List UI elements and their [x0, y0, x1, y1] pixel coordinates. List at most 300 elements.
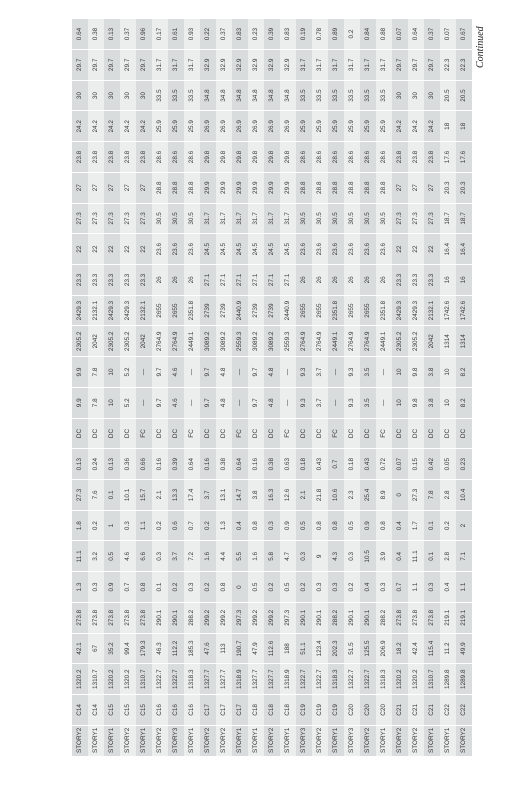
table-cell: 290.1	[168, 602, 184, 633]
table-cell: 0.07	[440, 19, 456, 50]
table-cell: 9.8	[408, 357, 424, 388]
table-cell: DC	[456, 418, 472, 449]
table-cell: 30	[120, 80, 136, 111]
table-cell: 11.1	[408, 541, 424, 572]
table-cell: 22	[104, 234, 120, 265]
table-cell: 0.3	[264, 510, 280, 541]
table-row	[88, 19, 104, 757]
table-cell: C17	[232, 695, 248, 726]
table-row	[280, 19, 296, 757]
table-cell: 1.1	[408, 572, 424, 603]
table-cell: 99.4	[120, 633, 136, 664]
table-cell: 1289.8	[440, 664, 456, 695]
table-cell: 33.5	[312, 80, 328, 111]
table-cell: C19	[296, 695, 312, 726]
table-cell: 2	[456, 510, 472, 541]
table-cell: 12.6	[280, 480, 296, 511]
table-cell: 10.6	[328, 480, 344, 511]
table-cell: C22	[440, 695, 456, 726]
table-cell: —	[232, 357, 248, 388]
table-cell: 23.3	[88, 265, 104, 296]
table-cell: 27.3	[120, 203, 136, 234]
table-cell: 23.6	[328, 234, 344, 265]
table-cell: 17.6	[440, 142, 456, 173]
table-cell: 9.7	[200, 387, 216, 418]
table-cell: 3089.2	[248, 326, 264, 357]
table-cell: 2429.3	[120, 295, 136, 326]
table-cell: FC	[136, 418, 152, 449]
table-cell: 9.9	[72, 357, 88, 388]
table-cell: 30.5	[312, 203, 328, 234]
table-cell: 24.2	[392, 111, 408, 142]
table-cell: 30.5	[296, 203, 312, 234]
table-cell: 7.6	[88, 480, 104, 511]
table-row	[408, 19, 424, 757]
table-cell: 18.2	[392, 633, 408, 664]
table-cell: 30	[136, 80, 152, 111]
table-cell: 297.3	[280, 602, 296, 633]
table-cell: 4.3	[328, 541, 344, 572]
table-cell: C18	[248, 695, 264, 726]
table-cell: 17.4	[184, 480, 200, 511]
table-cell: 32.9	[216, 49, 232, 80]
table-cell: STORY2	[200, 725, 216, 756]
table-cell: 30	[408, 80, 424, 111]
table-cell: 1310.7	[136, 664, 152, 695]
table-cell: 112.2	[168, 633, 184, 664]
table-cell: 0.4	[440, 572, 456, 603]
table-cell: 23.8	[392, 142, 408, 173]
table-cell: 9.3	[296, 357, 312, 388]
table-cell: STORY1	[104, 725, 120, 756]
table-cell: 27	[424, 172, 440, 203]
table-cell: 0.3	[424, 572, 440, 603]
table-cell: —	[184, 387, 200, 418]
table-cell: 32.9	[248, 49, 264, 80]
table-cell: 2305.2	[408, 326, 424, 357]
table-cell: 1.3	[216, 510, 232, 541]
table-cell: 25.9	[360, 111, 376, 142]
table-cell: 1320.2	[392, 664, 408, 695]
table-cell: —	[280, 357, 296, 388]
table-cell: 34.8	[216, 80, 232, 111]
table-cell: 0.16	[248, 449, 264, 480]
table-cell: 28.8	[312, 172, 328, 203]
table-cell: 27.1	[200, 265, 216, 296]
table-cell: 0.64	[72, 19, 88, 50]
table-cell: 299.2	[216, 602, 232, 633]
table-cell: 2429.3	[104, 295, 120, 326]
table-cell: 34.8	[248, 80, 264, 111]
table-cell: FC	[232, 418, 248, 449]
table-cell: 23.3	[72, 265, 88, 296]
table-cell: 23.6	[152, 234, 168, 265]
table-cell: 0.42	[424, 449, 440, 480]
table-cell: 219.1	[456, 602, 472, 633]
table-cell: 3.8	[424, 357, 440, 388]
table-row	[392, 19, 408, 757]
table-cell: 30.5	[168, 203, 184, 234]
table-cell: 42.1	[72, 633, 88, 664]
table-cell: 4.8	[264, 387, 280, 418]
table-cell: 9.7	[248, 387, 264, 418]
table-cell: 23.8	[72, 142, 88, 173]
table-cell: 0.37	[424, 19, 440, 50]
table-cell: 28.6	[296, 142, 312, 173]
table-cell: 273.8	[424, 602, 440, 633]
table-cell: 1318.3	[328, 664, 344, 695]
table-cell: 0.3	[88, 572, 104, 603]
table-cell: 20.3	[456, 172, 472, 203]
table-cell: —	[136, 387, 152, 418]
table-cell: 29.7	[120, 49, 136, 80]
table-cell: 29.8	[216, 142, 232, 173]
table-cell: 1314	[456, 326, 472, 357]
table-cell: 1742.6	[456, 295, 472, 326]
table-cell: DC	[120, 418, 136, 449]
table-cell: STORY1	[328, 725, 344, 756]
continued-label: Continued	[475, 26, 486, 68]
table-cell: 24.5	[232, 234, 248, 265]
table-cell: 0.2	[296, 572, 312, 603]
table-row	[168, 19, 184, 757]
table-cell: STORY3	[296, 725, 312, 756]
table-cell: 4.8	[264, 357, 280, 388]
table-cell: 2429.3	[392, 295, 408, 326]
table-cell: C14	[88, 695, 104, 726]
table-cell: 2739	[264, 295, 280, 326]
table-cell: 9	[312, 541, 328, 572]
table-cell: 0.2	[168, 572, 184, 603]
table-cell: 0.1	[424, 510, 440, 541]
table-cell: 1322.7	[168, 664, 184, 695]
table-cell: 1318.3	[184, 664, 200, 695]
table-cell: 24.2	[424, 111, 440, 142]
table-cell: 23.8	[88, 142, 104, 173]
table-row	[456, 19, 472, 757]
table-cell: 1327.7	[264, 664, 280, 695]
table-cell: FC	[280, 418, 296, 449]
table-cell: 34.8	[232, 80, 248, 111]
table-cell: 0.2	[344, 19, 360, 50]
table-cell: STORY2	[152, 725, 168, 756]
table-cell: 23.6	[168, 234, 184, 265]
table-cell: 16.4	[440, 234, 456, 265]
table-cell: 0.3	[120, 510, 136, 541]
table-cell: 22	[392, 234, 408, 265]
table-cell: 26	[184, 265, 200, 296]
table-cell: C22	[456, 695, 472, 726]
table-cell: 0.23	[456, 449, 472, 480]
table-cell: 29.9	[264, 172, 280, 203]
table-row	[120, 19, 136, 757]
table-cell: DC	[88, 418, 104, 449]
table-cell: 0.8	[216, 572, 232, 603]
table-cell: STORY2	[312, 725, 328, 756]
table-cell: 1.6	[200, 541, 216, 572]
table-cell: 0.43	[360, 449, 376, 480]
table-cell: 27.1	[280, 265, 296, 296]
table-cell: C18	[264, 695, 280, 726]
table-cell: 0.83	[280, 19, 296, 50]
table-cell: 22.3	[440, 49, 456, 80]
table-cell: 0.5	[344, 510, 360, 541]
table-cell: 31.7	[168, 49, 184, 80]
table-cell: 17.6	[456, 142, 472, 173]
table-cell: 27	[392, 172, 408, 203]
table-cell: 2351.8	[328, 295, 344, 326]
table-cell: 9.7	[152, 387, 168, 418]
table-cell: 297.3	[232, 602, 248, 633]
table-cell: 0.3	[312, 572, 328, 603]
table-cell: 1327.7	[200, 664, 216, 695]
table-cell: 179.3	[136, 633, 152, 664]
table-cell: STORY1	[280, 725, 296, 756]
table-cell: 0.2	[152, 510, 168, 541]
table-row	[136, 19, 152, 757]
table-cell: 6.6	[136, 541, 152, 572]
table-cell: 18.7	[456, 203, 472, 234]
table-cell: 18	[440, 111, 456, 142]
table-cell: STORY1	[184, 725, 200, 756]
table-cell: 0.8	[328, 510, 344, 541]
table-cell: 2429.3	[408, 295, 424, 326]
table-row	[440, 19, 456, 757]
table-cell: 2655	[360, 295, 376, 326]
table-cell: STORY1	[136, 725, 152, 756]
table-row	[264, 19, 280, 757]
table-cell: 2440.9	[232, 295, 248, 326]
table-cell: —	[328, 357, 344, 388]
table-cell: 0.15	[408, 449, 424, 480]
table-cell: 27.1	[264, 265, 280, 296]
table-cell: 18.7	[440, 203, 456, 234]
table-cell: 0.64	[232, 449, 248, 480]
table-cell: 2305.2	[120, 326, 136, 357]
table-cell: 0.2	[200, 510, 216, 541]
table-cell: 290.1	[344, 602, 360, 633]
table-cell: STORY1	[376, 725, 392, 756]
table-cell: 2132.1	[88, 295, 104, 326]
table-cell: 1322.7	[312, 664, 328, 695]
table-cell: 30.5	[360, 203, 376, 234]
table-cell: 0.3	[376, 572, 392, 603]
table-cell: C17	[200, 695, 216, 726]
table-cell: STORY1	[440, 725, 456, 756]
table-cell: C16	[168, 695, 184, 726]
table-cell: 27.1	[248, 265, 264, 296]
table-cell: 22	[88, 234, 104, 265]
table-cell: 11.2	[440, 633, 456, 664]
table-cell: 30	[72, 80, 88, 111]
table-cell: C20	[344, 695, 360, 726]
table-cell: 28.8	[344, 172, 360, 203]
table-cell: C14	[72, 695, 88, 726]
table-cell: 0.7	[184, 510, 200, 541]
table-cell: 2739	[216, 295, 232, 326]
table-cell: 24.5	[248, 234, 264, 265]
table-cell: 7.8	[88, 357, 104, 388]
table-cell: 26	[344, 265, 360, 296]
table-cell: 28.8	[360, 172, 376, 203]
table-cell: 23.6	[312, 234, 328, 265]
table-cell: 30.5	[376, 203, 392, 234]
table-cell: 25.9	[168, 111, 184, 142]
table-cell: 0.5	[104, 541, 120, 572]
table-cell: 2764.9	[344, 326, 360, 357]
table-cell: 34.8	[200, 80, 216, 111]
table-cell: 31.7	[312, 49, 328, 80]
table-cell: FC	[328, 418, 344, 449]
table-cell: 10.1	[120, 480, 136, 511]
table-cell: STORY3	[344, 725, 360, 756]
table-cell: 290.1	[152, 602, 168, 633]
table-cell: 7.8	[424, 480, 440, 511]
table-cell: C21	[424, 695, 440, 726]
table-cell: 18	[456, 111, 472, 142]
table-cell: 30	[392, 80, 408, 111]
table-cell: 31.7	[216, 203, 232, 234]
table-cell: 28.8	[328, 172, 344, 203]
table-cell: 28.6	[312, 142, 328, 173]
table-cell: 47.9	[248, 633, 264, 664]
table-cell: 5.8	[264, 541, 280, 572]
table-cell: 33.5	[376, 80, 392, 111]
table-cell: 2739	[248, 295, 264, 326]
table-cell: 24.2	[120, 111, 136, 142]
table-cell: 123.4	[312, 633, 328, 664]
table-cell: 33.5	[344, 80, 360, 111]
table-cell: 29.9	[232, 172, 248, 203]
table-cell: DC	[360, 418, 376, 449]
table-cell: 35.2	[104, 633, 120, 664]
table-cell: 67	[88, 633, 104, 664]
table-row	[344, 19, 360, 757]
table-cell: 29.8	[200, 142, 216, 173]
table-cell: 2655	[152, 295, 168, 326]
table-cell: 33.5	[152, 80, 168, 111]
table-cell: C17	[216, 695, 232, 726]
table-cell: 10	[104, 357, 120, 388]
table-cell: 29.7	[104, 49, 120, 80]
table-cell: C21	[408, 695, 424, 726]
table-cell: 0.43	[312, 449, 328, 480]
table-cell: 28.6	[184, 142, 200, 173]
table-cell: 7.8	[88, 387, 104, 418]
table-cell: 33.5	[168, 80, 184, 111]
table-cell: 32.9	[200, 49, 216, 80]
table-cell: DC	[424, 418, 440, 449]
table-cell: 2042	[424, 326, 440, 357]
table-cell: 9.7	[248, 357, 264, 388]
table-cell: 24.5	[216, 234, 232, 265]
table-cell: 29.8	[280, 142, 296, 173]
table-cell: 1.7	[408, 510, 424, 541]
table-cell: 0.83	[232, 19, 248, 50]
table-cell: 3.9	[376, 541, 392, 572]
table-cell: 23.3	[104, 265, 120, 296]
table-cell: 29.8	[264, 142, 280, 173]
table-cell: 16.4	[456, 234, 472, 265]
table-cell: 31.7	[328, 49, 344, 80]
table-cell: 22	[136, 234, 152, 265]
table-cell: 288.2	[184, 602, 200, 633]
table-cell: 24.2	[88, 111, 104, 142]
table-cell: 29.7	[72, 49, 88, 80]
table-cell: 27	[72, 172, 88, 203]
table-cell: 27.3	[104, 203, 120, 234]
table-cell: STORY2	[72, 725, 88, 756]
table-cell: 24.5	[264, 234, 280, 265]
table-cell: 33.5	[296, 80, 312, 111]
table-cell: 30	[88, 80, 104, 111]
table-cell: 28.6	[152, 142, 168, 173]
table-cell: STORY3	[168, 725, 184, 756]
table-cell: 273.8	[408, 602, 424, 633]
table-cell: 23.3	[136, 265, 152, 296]
table-row	[360, 19, 376, 757]
table-cell: C15	[120, 695, 136, 726]
table-cell: 2739	[200, 295, 216, 326]
table-cell: 27.3	[72, 203, 88, 234]
table-cell: 9.9	[72, 387, 88, 418]
table-cell: 32.9	[280, 49, 296, 80]
table-cell: C20	[376, 695, 392, 726]
table-cell: 0.9	[104, 572, 120, 603]
table-cell: 1742.6	[440, 295, 456, 326]
table-cell: 5.2	[120, 357, 136, 388]
table-cell: 0.18	[344, 449, 360, 480]
table-cell: 0.63	[280, 449, 296, 480]
table-cell: 10	[104, 387, 120, 418]
table-cell: 8.2	[456, 357, 472, 388]
table-cell: 299.2	[248, 602, 264, 633]
table-cell: 0.7	[392, 572, 408, 603]
table-cell: 23.6	[376, 234, 392, 265]
table-cell: 9.7	[200, 357, 216, 388]
table-row	[296, 19, 312, 757]
table-cell: 2655	[312, 295, 328, 326]
table-cell: 28.6	[360, 142, 376, 173]
table-cell: 0.2	[200, 572, 216, 603]
table-cell: 0.39	[264, 19, 280, 50]
table-cell: 27	[408, 172, 424, 203]
table-cell: 0.6	[168, 510, 184, 541]
table-cell: 206.9	[376, 633, 392, 664]
table-cell: 27	[136, 172, 152, 203]
table-cell: —	[328, 387, 344, 418]
table-cell: 3.5	[360, 357, 376, 388]
table-cell: 0.07	[392, 19, 408, 50]
table-cell: 26	[312, 265, 328, 296]
table-cell: 2764.9	[296, 326, 312, 357]
table-cell: 0.8	[248, 510, 264, 541]
table-cell: 0.8	[376, 510, 392, 541]
table-cell: 1318.9	[232, 664, 248, 695]
table-cell: 2042	[136, 326, 152, 357]
table-cell: 5.2	[120, 387, 136, 418]
table-cell: 273.8	[72, 602, 88, 633]
table-row	[152, 19, 168, 757]
table-cell: DC	[392, 418, 408, 449]
rotated-table-container	[72, 18, 480, 756]
table-cell: 29.7	[136, 49, 152, 80]
table-cell: 51.5	[344, 633, 360, 664]
table-cell: 0.13	[72, 449, 88, 480]
table-cell: 0.66	[136, 449, 152, 480]
table-cell: 30.5	[344, 203, 360, 234]
table-row	[200, 19, 216, 757]
